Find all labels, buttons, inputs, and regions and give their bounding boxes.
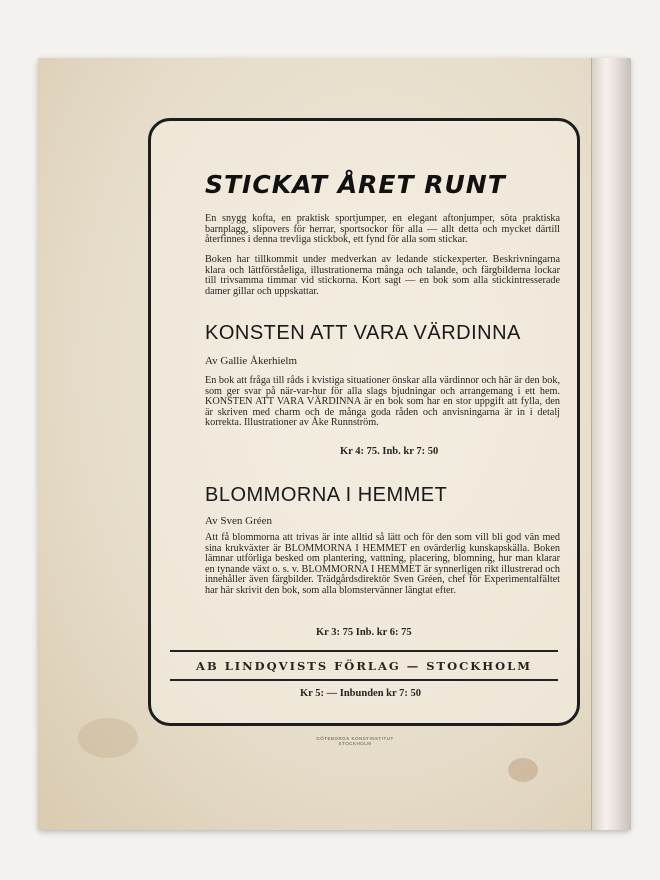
printer-imprint — [300, 736, 410, 746]
printer-line-1: GÖTEBORGS KONSTINSTITUT — [316, 736, 394, 741]
main-price: Kr 5: — Inbunden kr 7: 50 — [300, 688, 421, 699]
book3-description: Att få blommorna att trivas är inte alltid så lätt och för den som vill bli god vän med sina krukväxter är BLOMMORNA I HEMMET en ovärderlig kunskapskälla. Boken lämnar utförliga besked om plantering, vattning, placering, blomning, hur man klarar en tynande växt o. s. v. BLOMMORNA I HEMMET är synnerligen rikt illustrerad och innehåller även färgbilder. Trädgårdsdirektör Sven Gréen, chef för Experimentalfältet har här skrivit den bok, som alla blomstervänner längtat efter. — [205, 532, 560, 596]
publisher-line: AB LINDQVISTS FÖRLAG — STOCKHOLM — [196, 659, 532, 673]
divider — [170, 679, 558, 681]
book-spine — [591, 58, 631, 830]
book3-price: Kr 3: 75 Inb. kr 6: 75 — [316, 627, 412, 638]
book2-author: Av Gallie Åkerhielm — [205, 355, 298, 367]
book3-author: Av Sven Gréen — [205, 515, 272, 527]
book3-title: BLOMMORNA I HEMMET — [205, 484, 448, 506]
stain — [508, 758, 538, 782]
book2-title: KONSTEN ATT VARA VÄRDINNA — [205, 322, 521, 344]
intro-paragraph-1: En snygg kofta, en praktisk sportjumper, en elegant aftonjumper, söta praktiska barnplagg, slipovers för herrar, sportsockor för alla — allt detta och mycket därtill återfinnes i denna trevliga stickbok, ett fynd för alla som stickar. — [205, 213, 560, 246]
book2-price: Kr 4: 75. Inb. kr 7: 50 — [340, 446, 439, 457]
book2-description: En bok att fråga till råds i kvistiga situationer önskar alla värdinnor och här är den bok, som ger svar på när-var-hur för alla slags bjudningar och arrangemang i ett hem. KONSTEN ATT VARA VÄRDINNA är en bok som har en stor uppgift att fylla, den är skriven med charm och de många goda råden och anvisningarna är in i detalj korrekta. Illustrationer av Åke Runnström. — [205, 375, 560, 429]
divider — [170, 650, 558, 652]
stain — [78, 718, 138, 758]
intro-paragraph-2: Boken har tillkommit under medverkan av ledande stickexperter. Beskrivningarna klara och lättförståeliga, illustrationerna många och talande, och färgbilderna lockar till trivsamma timmar vid stickorna. Kort sagt — en bok som alla stickintresserade damer gillar och uppskattar. — [205, 254, 560, 297]
main-title: STICKAT ÅRET RUNT — [205, 170, 506, 199]
printer-line-2: STOCKHOLM — [338, 741, 372, 746]
